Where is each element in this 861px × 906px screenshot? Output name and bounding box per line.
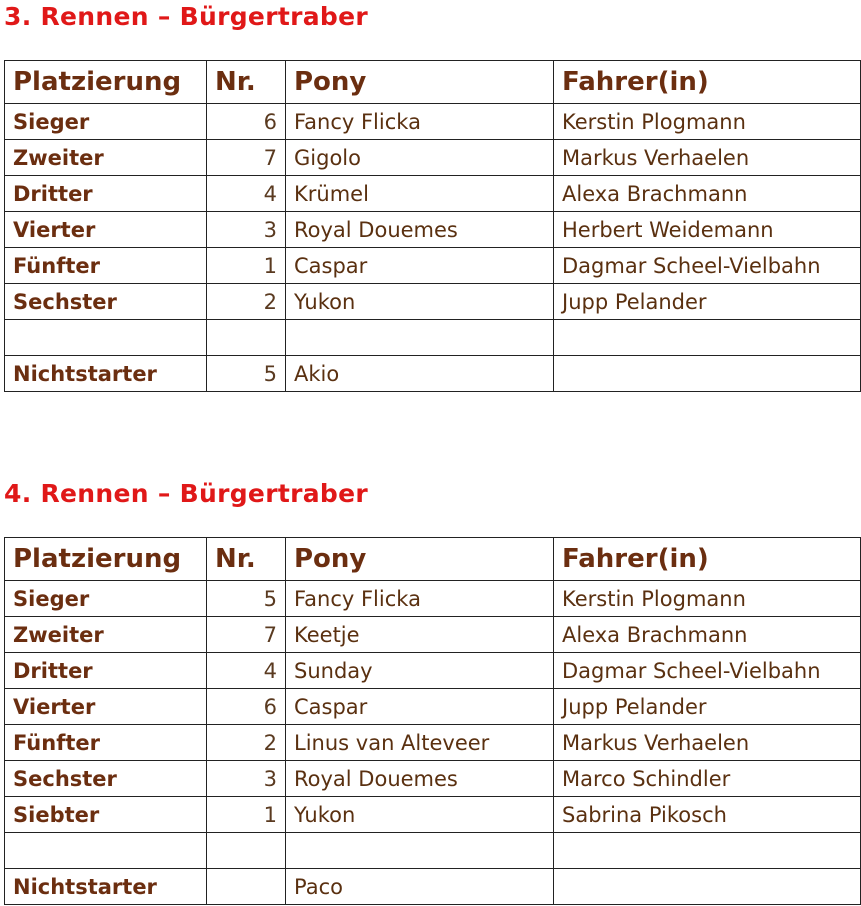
table-header-row: [5, 61, 861, 104]
place-cell: Nichtstarter: [5, 869, 207, 905]
pony-cell: Fancy Flicka: [286, 104, 554, 140]
header-nr: Nr.: [207, 61, 286, 104]
nr-cell: 6: [207, 689, 286, 725]
driver-cell: Alexa Brachmann: [554, 176, 861, 212]
place-cell: Siebter: [5, 797, 207, 833]
table-row: [5, 248, 861, 284]
pony-cell: Fancy Flicka: [286, 581, 554, 617]
race-3-title: 3. Rennen – Bürgertraber: [4, 2, 368, 31]
nr-cell: 2: [207, 725, 286, 761]
pony-cell: Sunday: [286, 653, 554, 689]
header-driver: Fahrer(in): [554, 538, 861, 581]
driver-cell: Sabrina Pikosch: [554, 797, 861, 833]
place-cell: Sechster: [5, 761, 207, 797]
pony-cell: Yukon: [286, 797, 554, 833]
table-row: [5, 689, 861, 725]
nr-cell: 4: [207, 176, 286, 212]
pony-cell: Royal Douemes: [286, 761, 554, 797]
nr-cell: 5: [207, 581, 286, 617]
nr-cell: [207, 869, 286, 905]
table-row: [5, 284, 861, 320]
table-row: [5, 176, 861, 212]
driver-cell: [554, 869, 861, 905]
driver-cell: Jupp Pelander: [554, 689, 861, 725]
race-3-results-table: [4, 60, 861, 392]
header-place: Platzierung: [5, 61, 207, 104]
pony-cell: Keetje: [286, 617, 554, 653]
place-cell: Dritter: [5, 653, 207, 689]
table-row: [5, 761, 861, 797]
pony-cell: Akio: [286, 356, 554, 392]
header-nr: Nr.: [207, 538, 286, 581]
table-row: [5, 320, 861, 356]
driver-cell: Marco Schindler: [554, 761, 861, 797]
place-cell: Dritter: [5, 176, 207, 212]
place-cell: Zweiter: [5, 617, 207, 653]
nr-cell: 5: [207, 356, 286, 392]
nr-cell: 6: [207, 104, 286, 140]
table-row: [5, 797, 861, 833]
driver-cell: Kerstin Plogmann: [554, 104, 861, 140]
table-row: [5, 581, 861, 617]
place-cell: Fünfter: [5, 725, 207, 761]
nr-cell: 4: [207, 653, 286, 689]
table-row: [5, 212, 861, 248]
table-row: [5, 653, 861, 689]
table-row: [5, 104, 861, 140]
table-row: [5, 833, 861, 869]
driver-cell: Alexa Brachmann: [554, 617, 861, 653]
driver-cell: [554, 320, 861, 356]
driver-cell: Dagmar Scheel-Vielbahn: [554, 653, 861, 689]
pony-cell: Linus van Alteveer: [286, 725, 554, 761]
driver-cell: Kerstin Plogmann: [554, 581, 861, 617]
header-pony: Pony: [286, 538, 554, 581]
driver-cell: Markus Verhaelen: [554, 140, 861, 176]
driver-cell: [554, 356, 861, 392]
nr-cell: [207, 320, 286, 356]
header-place: Platzierung: [5, 538, 207, 581]
pony-cell: Caspar: [286, 689, 554, 725]
table-row: [5, 617, 861, 653]
header-driver: Fahrer(in): [554, 61, 861, 104]
place-cell: Fünfter: [5, 248, 207, 284]
table-header-row: [5, 538, 861, 581]
place-cell: Sieger: [5, 104, 207, 140]
place-cell: Sieger: [5, 581, 207, 617]
nr-cell: 7: [207, 140, 286, 176]
table-row: [5, 356, 861, 392]
nr-cell: 2: [207, 284, 286, 320]
place-cell: Vierter: [5, 212, 207, 248]
pony-cell: Caspar: [286, 248, 554, 284]
nr-cell: 1: [207, 797, 286, 833]
pony-cell: Krümel: [286, 176, 554, 212]
pony-cell: Royal Douemes: [286, 212, 554, 248]
table-row: [5, 869, 861, 905]
pony-cell: Paco: [286, 869, 554, 905]
table-row: [5, 725, 861, 761]
driver-cell: [554, 833, 861, 869]
driver-cell: Dagmar Scheel-Vielbahn: [554, 248, 861, 284]
pony-cell: [286, 320, 554, 356]
table-row: [5, 140, 861, 176]
place-cell: Zweiter: [5, 140, 207, 176]
nr-cell: 3: [207, 761, 286, 797]
race-4-results-table: [4, 537, 861, 905]
pony-cell: Gigolo: [286, 140, 554, 176]
pony-cell: [286, 833, 554, 869]
race-4-title: 4. Rennen – Bürgertraber: [4, 479, 368, 508]
place-cell: [5, 833, 207, 869]
place-cell: Nichtstarter: [5, 356, 207, 392]
nr-cell: 3: [207, 212, 286, 248]
header-pony: Pony: [286, 61, 554, 104]
driver-cell: Markus Verhaelen: [554, 725, 861, 761]
place-cell: Vierter: [5, 689, 207, 725]
place-cell: Sechster: [5, 284, 207, 320]
driver-cell: Herbert Weidemann: [554, 212, 861, 248]
pony-cell: Yukon: [286, 284, 554, 320]
nr-cell: 1: [207, 248, 286, 284]
nr-cell: [207, 833, 286, 869]
nr-cell: 7: [207, 617, 286, 653]
driver-cell: Jupp Pelander: [554, 284, 861, 320]
place-cell: [5, 320, 207, 356]
